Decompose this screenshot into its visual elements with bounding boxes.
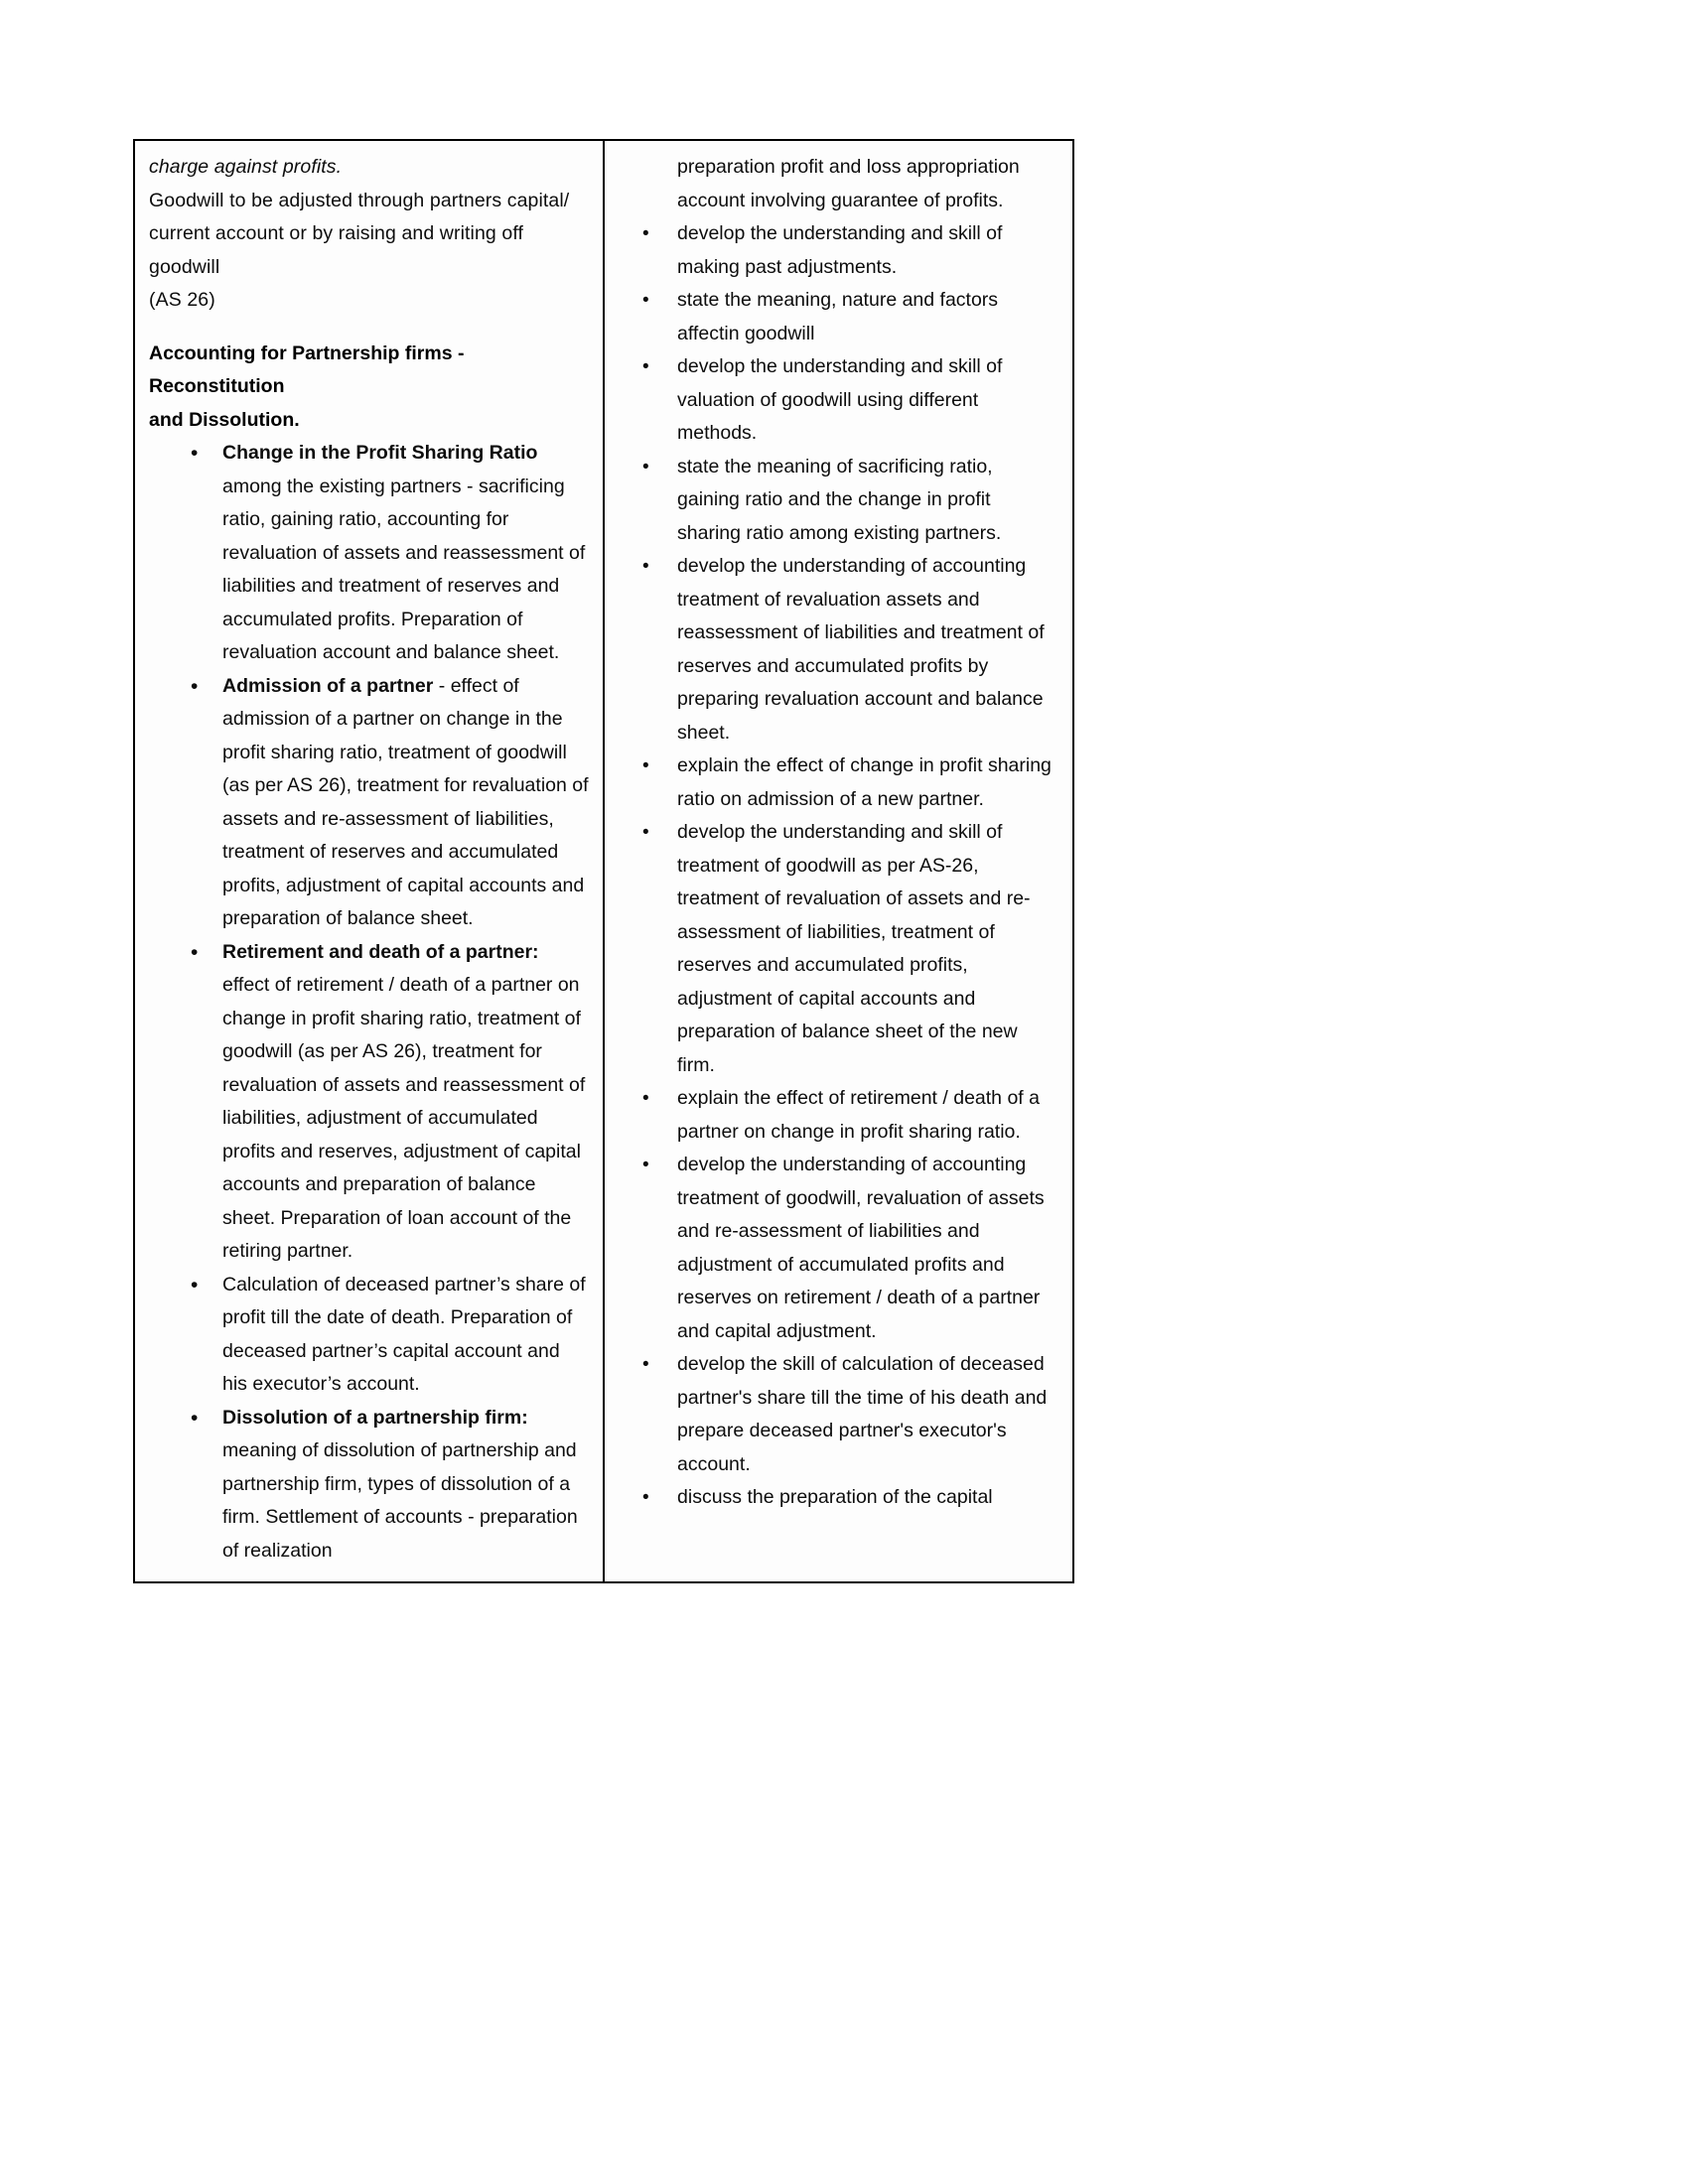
list-item: • discuss the preparation of the capital — [619, 1481, 1058, 1515]
list-item — [149, 1402, 589, 1569]
list-item-text: Calculation of deceased partner’s share of profit till the date of death. Preparation of deceased partner’s capital account and his executor’s account. — [222, 1273, 586, 1395]
left-intro-line-2: current account or by raising and writing off goodwill — [149, 222, 523, 278]
list-item — [149, 670, 589, 936]
list-item-text: among the existing partners - sacrificing ratio, gaining ratio, accounting for revaluation of assets and reassessment of liabilities and treatment of reserves and accumulated profits. Preparation of revaluation account and balance sheet. — [222, 475, 586, 663]
list-item — [149, 936, 589, 1269]
left-section-heading-line-2: and Dissolution. — [149, 408, 300, 431]
list-item: • state the meaning, nature and factors affectin goodwill — [619, 284, 1058, 350]
list-item: • develop the understanding and skill of valuation of goodwill using different methods. — [619, 350, 1058, 451]
left-section-heading-line-1: Accounting for Partnership firms - Reconstitution — [149, 341, 465, 397]
left-bullet-list — [149, 437, 589, 1568]
list-item — [149, 437, 589, 670]
spacer — [149, 318, 589, 338]
right-column-cell — [604, 140, 1073, 1582]
left-intro-line-1: Goodwill to be adjusted through partners capital/ — [149, 189, 570, 211]
list-item-text: meaning of dissolution of partnership and partnership firm, types of dissolution of a firm. Settlement of accounts - preparation of realization — [222, 1439, 578, 1562]
list-item-text: effect of retirement / death of a partner on change in profit sharing ratio, treatment of goodwill (as per AS 26), treatment for revaluation of assets and reassessment of liabilities, adjustment of accumulated profits and reserves, adjustment of capital accounts and preparation of balance sheet. Preparation of loan account of the retiring partner. — [222, 974, 586, 1262]
list-item: • develop the understanding of accounting treatment of revaluation assets and reassessment of liabilities and treatment of reserves and accumulated profits by preparing revaluation account and balance sheet. — [619, 550, 1058, 750]
syllabus-table — [133, 139, 1074, 1583]
right-lead-line-2: account involving guarantee of profits. — [677, 189, 1004, 211]
list-item: • explain the effect of retirement / death of a partner on change in profit sharing ratio. — [619, 1082, 1058, 1149]
list-item: • develop the understanding and skill of treatment of goodwill as per AS-26, treatment of revaluation of assets and re-assessment of liabilities, treatment of reserves and accumulated profits, adjustment of capital accounts and preparation of balance sheet of the new firm. — [619, 816, 1058, 1082]
list-item: • develop the skill of calculation of deceased partner's share till the time of his death and prepare deceased partner's executor's account. — [619, 1348, 1058, 1481]
table-row — [134, 140, 1073, 1582]
list-item — [149, 1269, 589, 1402]
right-bullet-list — [619, 217, 1058, 1515]
list-item-lead: Retirement and death of a partner: — [222, 940, 539, 963]
list-item: • state the meaning of sacrificing ratio, gaining ratio and the change in profit sharing ratio among existing partners. — [619, 451, 1058, 551]
left-column-cell — [134, 140, 604, 1582]
left-intro-italic: charge against profits. — [149, 156, 343, 178]
list-item-lead: Change in the Profit Sharing Ratio — [222, 442, 538, 464]
list-item: • explain the effect of change in profit sharing ratio on admission of a new partner. — [619, 750, 1058, 816]
list-item-text: - effect of admission of a partner on change in the profit sharing ratio, treatment of goodwill (as per AS 26), treatment for revaluation of assets and re-assessment of liabilities, treatment of reserves and accumulated profits, adjustment of capital accounts and preparation of balance sheet. — [222, 674, 589, 929]
right-lead-line-1: preparation profit and loss appropriation — [677, 156, 1020, 178]
list-item-lead: Dissolution of a partnership firm: — [222, 1406, 528, 1429]
list-item: • develop the understanding of accounting treatment of goodwill, revaluation of assets and re-assessment of liabilities and adjustment of accumulated profits and reserves on retirement / death of a partner and capital adjustment. — [619, 1149, 1058, 1348]
left-intro-line-3: (AS 26) — [149, 289, 215, 311]
list-item: • develop the understanding and skill of making past adjustments. — [619, 217, 1058, 284]
list-item-lead: Admission of a partner — [222, 674, 434, 697]
